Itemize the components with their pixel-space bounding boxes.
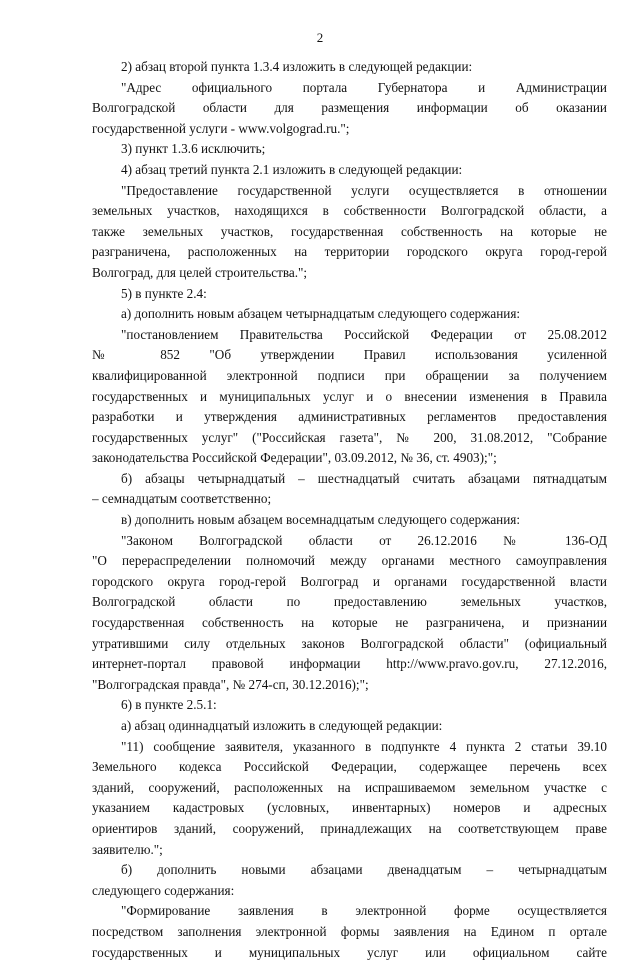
text-line: б) дополнить новыми абзацами двенадцатым – четырнадцатым bbox=[121, 862, 607, 878]
text-line: зданий, сооружений, расположенных на испрашиваемом земельном участке с bbox=[92, 779, 607, 795]
text-line: утратившими силу отдельных законов Волгоградской области" (официальный bbox=[92, 635, 607, 651]
text-line: государственных и муниципальных услуг и о внесении изменения в Правила bbox=[92, 388, 607, 404]
text-line: б) абзацы четырнадцатый – шестнадцатый считать абзацами пятнадцатым bbox=[121, 470, 607, 486]
text-line: Волгоград, для целей строительства."; bbox=[92, 264, 308, 280]
text-line: – семнадцатым соответственно; bbox=[92, 491, 272, 507]
text-line: разработки и утверждения административных регламентов предоставления bbox=[92, 409, 607, 425]
document-body bbox=[92, 57, 607, 963]
text-line: заявителю."; bbox=[92, 841, 163, 857]
text-line: следующего содержания: bbox=[92, 882, 235, 898]
text-line: указанием кадастровых (условных, инвентарных) номеров и адресных bbox=[92, 800, 607, 816]
text-line: государственной услуги - www.volgograd.ru."; bbox=[92, 120, 350, 136]
text-line: а) дополнить новым абзацем четырнадцатым следующего содержания: bbox=[121, 306, 521, 322]
text-line: интернет-портал правовой информации http://www.pravo.gov.ru, 27.12.2016, bbox=[92, 656, 607, 672]
text-line: "постановлением Правительства Российской Федерации от 25.08.2012 bbox=[121, 326, 607, 342]
text-line: квалифицированной электронной подписи при обращении за получением bbox=[92, 367, 607, 383]
text-line: "Адрес официального портала Губернатора и Администрации bbox=[121, 79, 607, 95]
text-line: посредством заполнения электронной формы заявления на Едином п ортале bbox=[92, 923, 607, 939]
text-line: государственных услуг" ("Российская газета", № 200, 31.08.2012, "Собрание bbox=[92, 429, 607, 445]
text-line: 2) абзац второй пункта 1.3.4 изложить в следующей редакции: bbox=[121, 59, 473, 74]
text-line: государственная собственность на которые не разграничена, и признании bbox=[92, 615, 607, 631]
text-line: также земельных участков, государственная собственность на которые не bbox=[92, 223, 607, 239]
text-line: земельных участков, находящихся в собственности Волгоградской области, а bbox=[92, 203, 607, 219]
text-line: № 852 "Об утверждении Правил использования усиленной bbox=[92, 347, 607, 363]
text-line: городского округа город-герой Волгоград и органами государственной власти bbox=[92, 573, 607, 589]
text-line: разграничена, расположенных на территории городского округа город-герой bbox=[92, 244, 607, 260]
text-line: Волгоградской области по предоставлению земельных участков, bbox=[92, 594, 607, 610]
text-line: Земельного кодекса Российской Федерации, содержащее перечень всех bbox=[92, 759, 607, 775]
text-line: 3) пункт 1.3.6 исключить; bbox=[121, 141, 266, 157]
text-line: "11) сообщение заявителя, указанного в подпункте 4 пункта 2 статьи 39.10 bbox=[121, 738, 607, 754]
text-line: а) абзац одиннадцатый изложить в следующей редакции: bbox=[121, 718, 443, 733]
text-line: 6) в пункте 2.5.1: bbox=[121, 697, 217, 713]
text-line: законодательства Российской Федерации", 03.09.2012, № 36, ст. 4903);"; bbox=[92, 450, 497, 466]
text-line: ориентиров зданий, сооружений, принадлежащих на соответствующем праве bbox=[92, 820, 607, 836]
text-line: государственных и муниципальных услуг или официальном сайте bbox=[92, 944, 607, 960]
text-line: "Волгоградская правда", № 274-сп, 30.12.2016);"; bbox=[92, 676, 369, 692]
page-number: 2 bbox=[316, 30, 324, 45]
text-line: 5) в пункте 2.4: bbox=[121, 285, 207, 301]
text-line: "Формирование заявления в электронной форме осуществляется bbox=[121, 903, 607, 919]
text-line: 4) абзац третий пункта 2.1 изложить в следующей редакции: bbox=[121, 161, 463, 177]
text-line: в) дополнить новым абзацем восемнадцатым следующего содержания: bbox=[121, 512, 521, 528]
text-line: "Законом Волгоградской области от 26.12.2016 № 136-ОД bbox=[121, 532, 607, 548]
text-line: "Предоставление государственной услуги осуществляется в отношении bbox=[121, 182, 607, 198]
text-line: Волгоградской области для размещения информации об оказании bbox=[92, 100, 607, 116]
text-line: "О перераспределении полномочий между органами местного самоуправления bbox=[92, 553, 607, 569]
